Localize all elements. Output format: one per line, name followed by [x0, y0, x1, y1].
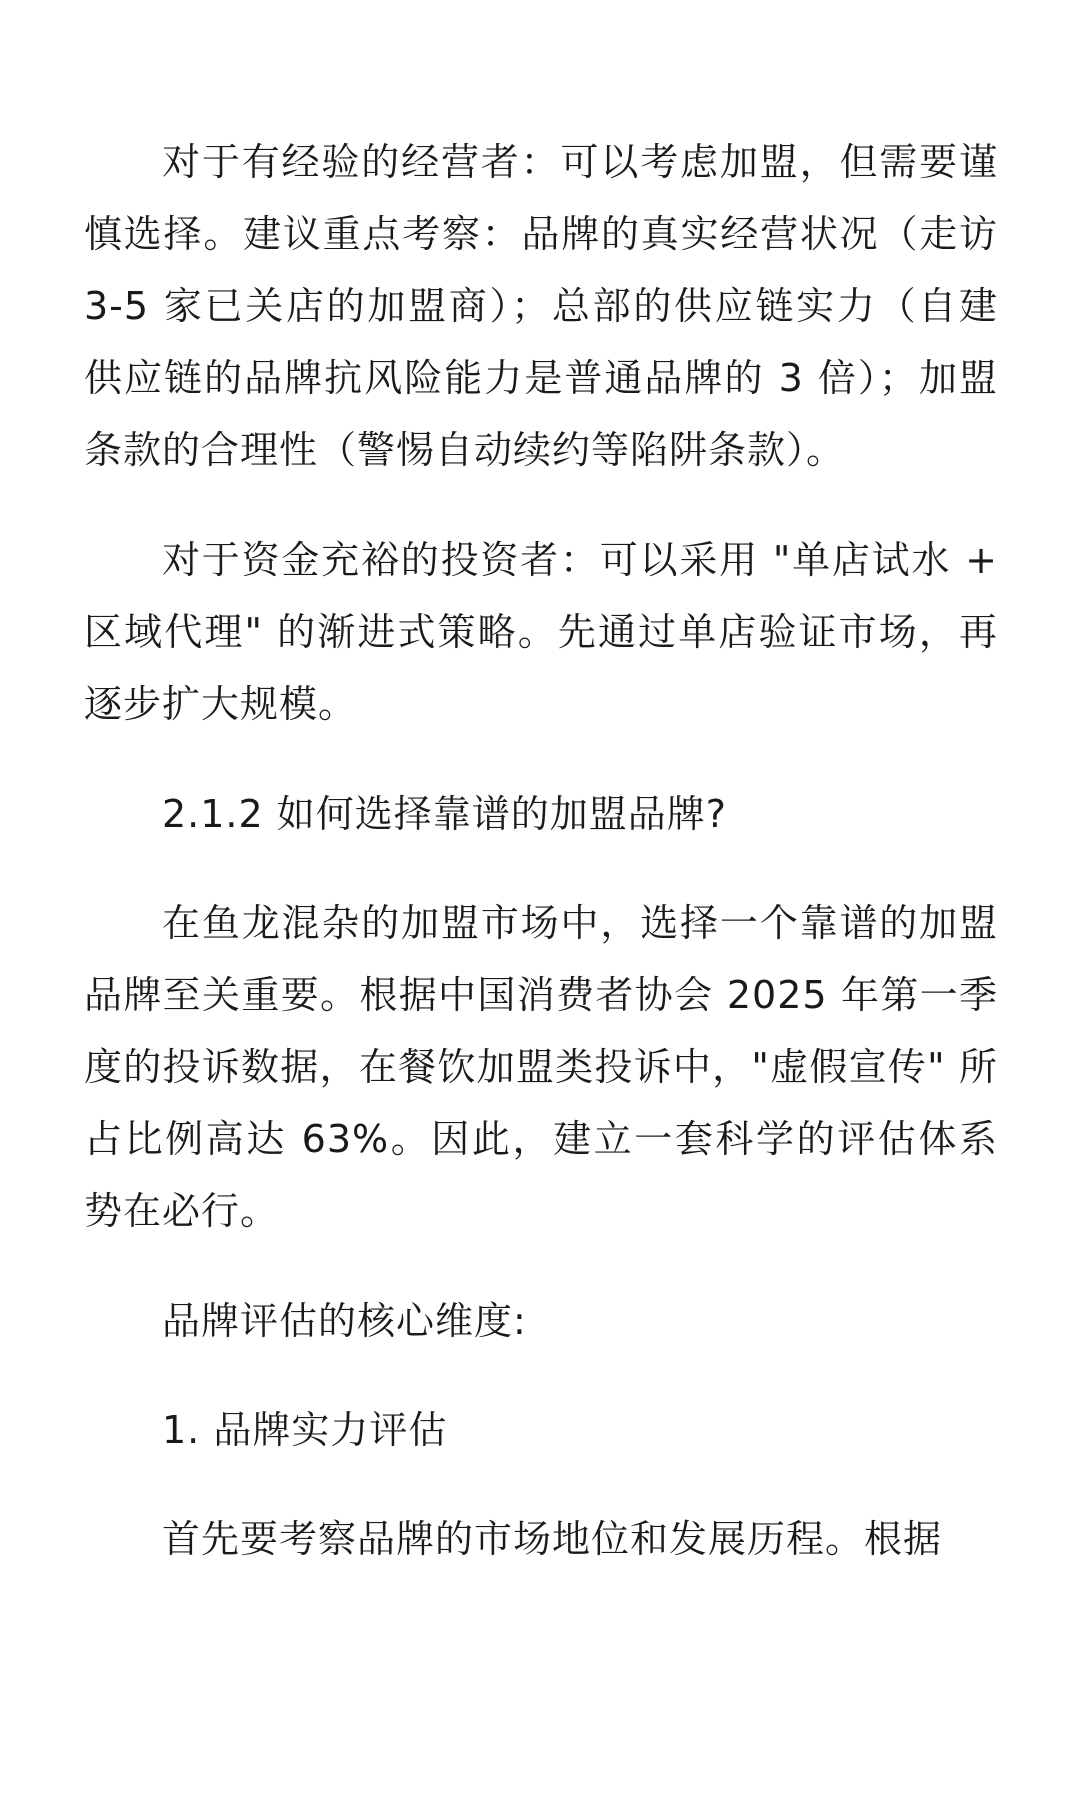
paragraph-market-position: 首先要考察品牌的市场地位和发展历程。根据: [162, 1517, 943, 1561]
section-heading-2-1-2: 2.1.2 如何选择靠谱的加盟品牌?: [162, 792, 727, 836]
paragraph-well-funded-investors: 对于资金充裕的投资者：可以采用 "单店试水 + 区域代理" 的渐进式策略。先通过单店验证市场，再逐步扩大规模。: [84, 538, 998, 726]
paragraph-brand-selection-intro: 在鱼龙混杂的加盟市场中，选择一个靠谱的加盟品牌至关重要。根据中国消费者协会 2025 年第一季度的投诉数据，在餐饮加盟类投诉中，"虚假宣传" 所占比例高达 63%。因此，建立一套科学的评估体系势在必行。: [84, 901, 998, 1233]
list-item-brand-strength: 1. 品牌实力评估: [162, 1408, 448, 1452]
subheading-core-dimensions: 品牌评估的核心维度:: [162, 1299, 527, 1343]
paragraph-experienced-operators: 对于有经验的经营者：可以考虑加盟，但需要谨慎选择。建议重点考察：品牌的真实经营状况（走访 3-5 家已关店的加盟商）；总部的供应链实力（自建供应链的品牌抗风险能力是普通品牌的 3 倍）；加盟条款的合理性（警惕自动续约等陷阱条款）。: [84, 140, 998, 472]
